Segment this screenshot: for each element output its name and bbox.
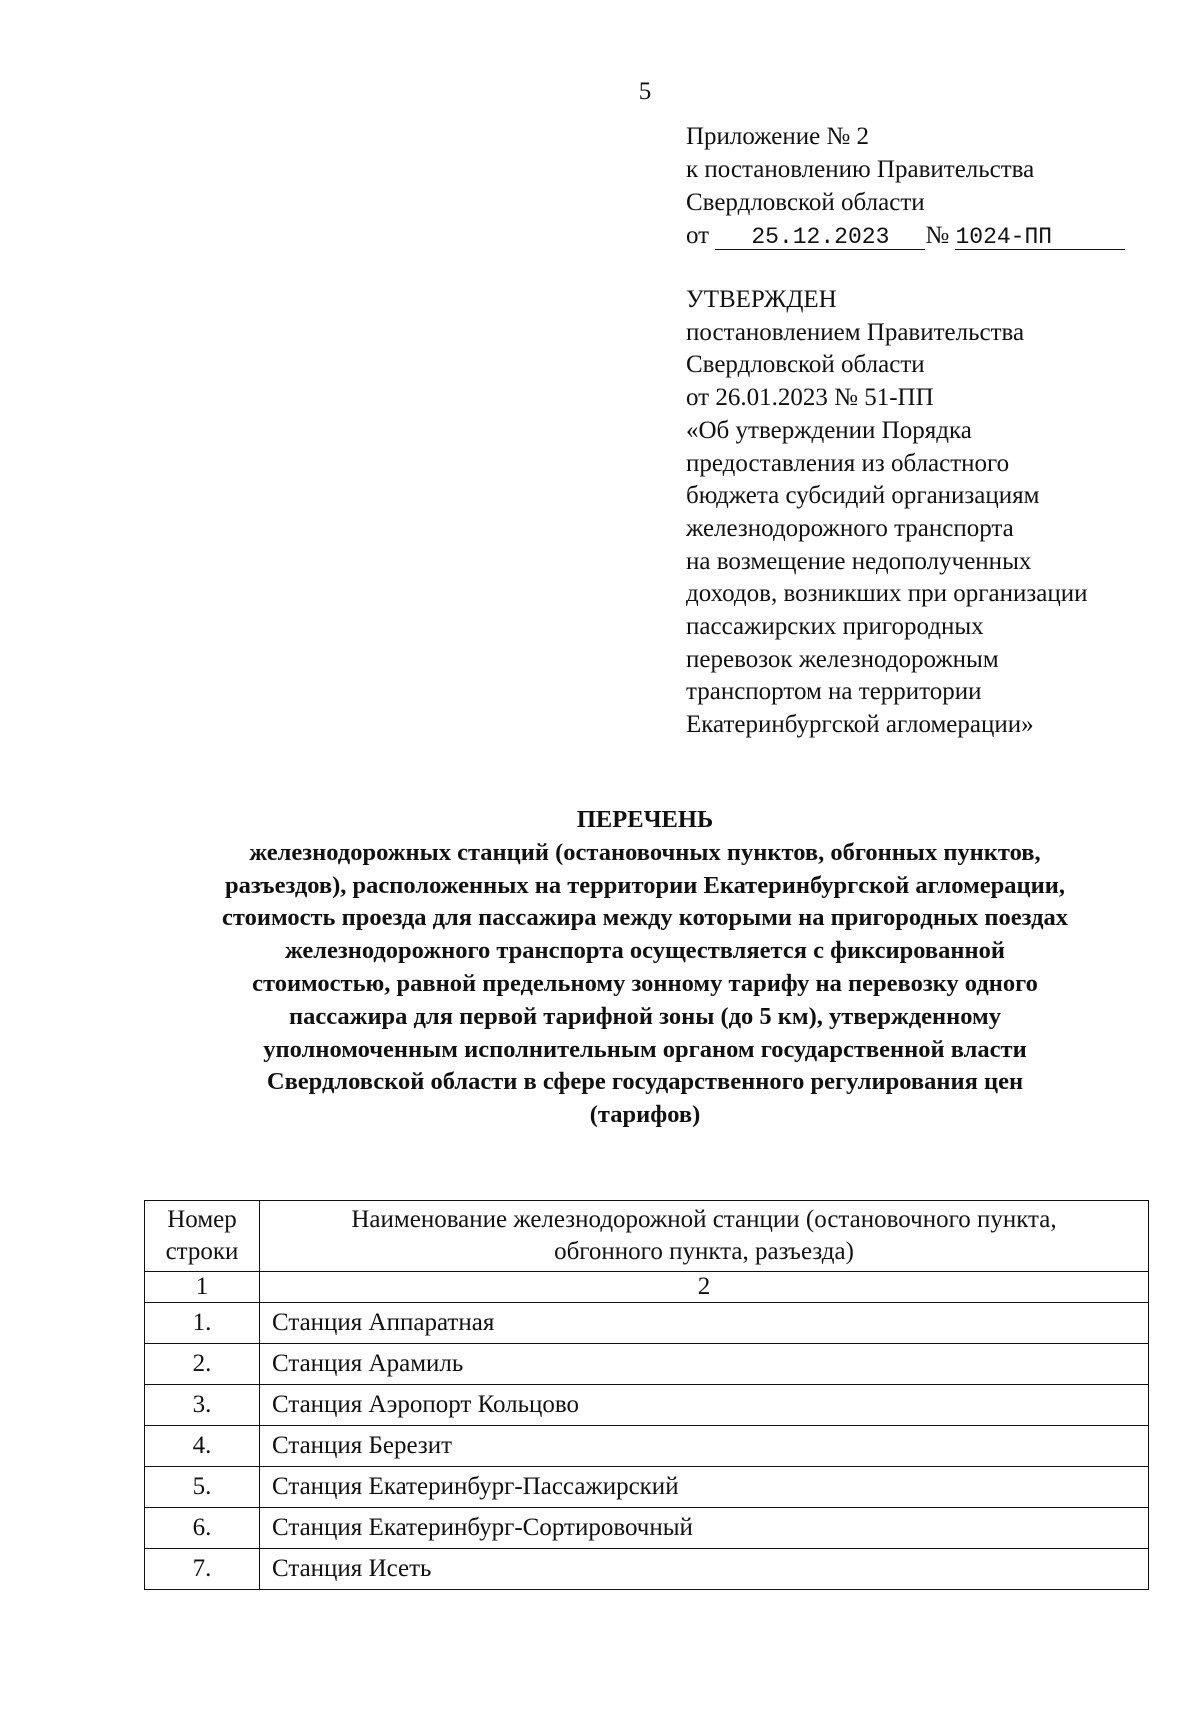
title-line: (тарифов) xyxy=(589,1101,701,1129)
approved-line: железнодорожного транспорта xyxy=(686,514,1014,542)
header-row-number xyxy=(145,1201,260,1272)
approved-heading: УТВЕРЖДЕН xyxy=(686,286,837,313)
station-name: Станция Березит xyxy=(260,1426,1149,1467)
resolution-number: 1024-ПП xyxy=(955,225,1125,250)
approved-line: транспортом на территории xyxy=(686,678,982,706)
table-row xyxy=(145,1467,1149,1508)
document-title xyxy=(130,804,1160,1132)
table-row xyxy=(145,1508,1149,1549)
approved-line: постановлением Правительства xyxy=(686,318,1025,346)
column-number-row xyxy=(145,1272,1149,1303)
row-number: 7. xyxy=(145,1549,260,1590)
table-row xyxy=(145,1426,1149,1467)
appendix-block xyxy=(686,120,1166,252)
header-text: обгонного пункта, разъезда) xyxy=(554,1238,854,1265)
station-name: Станция Екатеринбург-Сортировочный xyxy=(260,1508,1149,1549)
table-header-row xyxy=(145,1201,1149,1272)
row-number: 2. xyxy=(145,1344,260,1385)
approved-line: перевозок железнодорожным xyxy=(686,645,999,673)
approved-line: на возмещение недополученных xyxy=(686,547,1032,575)
row-number: 6. xyxy=(145,1508,260,1549)
table-row xyxy=(145,1303,1149,1344)
appendix-reference xyxy=(686,219,1166,252)
approved-line: доходов, возникших при организации xyxy=(686,580,1088,608)
title-line: железнодорожных станций (остановочных пунктов, обгонных пунктов, xyxy=(249,838,1041,866)
station-name: Станция Исеть xyxy=(260,1549,1149,1590)
approved-line: предоставления из областного xyxy=(686,449,1010,477)
number-label: № xyxy=(925,222,950,249)
approved-line: Свердловской области xyxy=(686,351,925,379)
approved-line: пассажирских пригородных xyxy=(686,613,984,641)
title-line: железнодорожного транспорта осуществляется с фиксированной xyxy=(284,937,1006,965)
approved-block xyxy=(686,284,1186,742)
header-text: строки xyxy=(165,1238,239,1265)
approved-line: бюджета субсидий организациям xyxy=(686,482,1040,510)
table-row xyxy=(145,1549,1149,1590)
appendix-line: Свердловской области xyxy=(686,189,925,216)
column-number: 1 xyxy=(145,1272,260,1303)
approved-line: «Об утверждении Порядка xyxy=(686,416,972,444)
station-name: Станция Аэропорт Кольцово xyxy=(260,1385,1149,1426)
column-number: 2 xyxy=(260,1272,1149,1303)
title-line: пассажира для первой тарифной зоны (до 5 км), утвержденному xyxy=(289,1002,1001,1030)
title-line: уполномоченным исполнительным органом государственной власти xyxy=(263,1035,1027,1063)
station-name: Станция Аппаратная xyxy=(260,1303,1149,1344)
station-name: Станция Арамиль xyxy=(260,1344,1149,1385)
stations-table xyxy=(144,1200,1149,1590)
row-number: 1. xyxy=(145,1303,260,1344)
resolution-date: 25.12.2023 xyxy=(715,225,925,250)
from-label: от xyxy=(686,222,710,249)
approved-line: Екатеринбургской агломерации» xyxy=(686,711,1034,739)
table-row xyxy=(145,1385,1149,1426)
title-line: разъездов), расположенных на территории Екатеринбургской агломерации, xyxy=(225,871,1065,899)
title-line: Свердловской области в сфере государственного регулирования цен xyxy=(266,1068,1024,1096)
table-row xyxy=(145,1344,1149,1385)
station-name: Станция Екатеринбург-Пассажирский xyxy=(260,1467,1149,1508)
title-main: ПЕРЕЧЕНЬ xyxy=(576,806,714,833)
row-number: 3. xyxy=(145,1385,260,1426)
header-text: Наименование железнодорожной станции (остановочного пункта, xyxy=(351,1206,1057,1233)
header-station-name xyxy=(260,1201,1149,1272)
row-number: 4. xyxy=(145,1426,260,1467)
approved-line: от 26.01.2023 № 51-ПП xyxy=(686,384,934,412)
page-number: 5 xyxy=(638,78,652,105)
header-text: Номер xyxy=(167,1206,237,1233)
title-line: стоимость проезда для пассажира между которыми на пригородных поездах xyxy=(222,904,1068,932)
appendix-line: к постановлению Правительства xyxy=(686,156,1035,183)
appendix-line: Приложение № 2 xyxy=(686,123,870,150)
title-line: стоимостью, равной предельному зонному тарифу на перевозку одного xyxy=(252,969,1038,997)
row-number: 5. xyxy=(145,1467,260,1508)
